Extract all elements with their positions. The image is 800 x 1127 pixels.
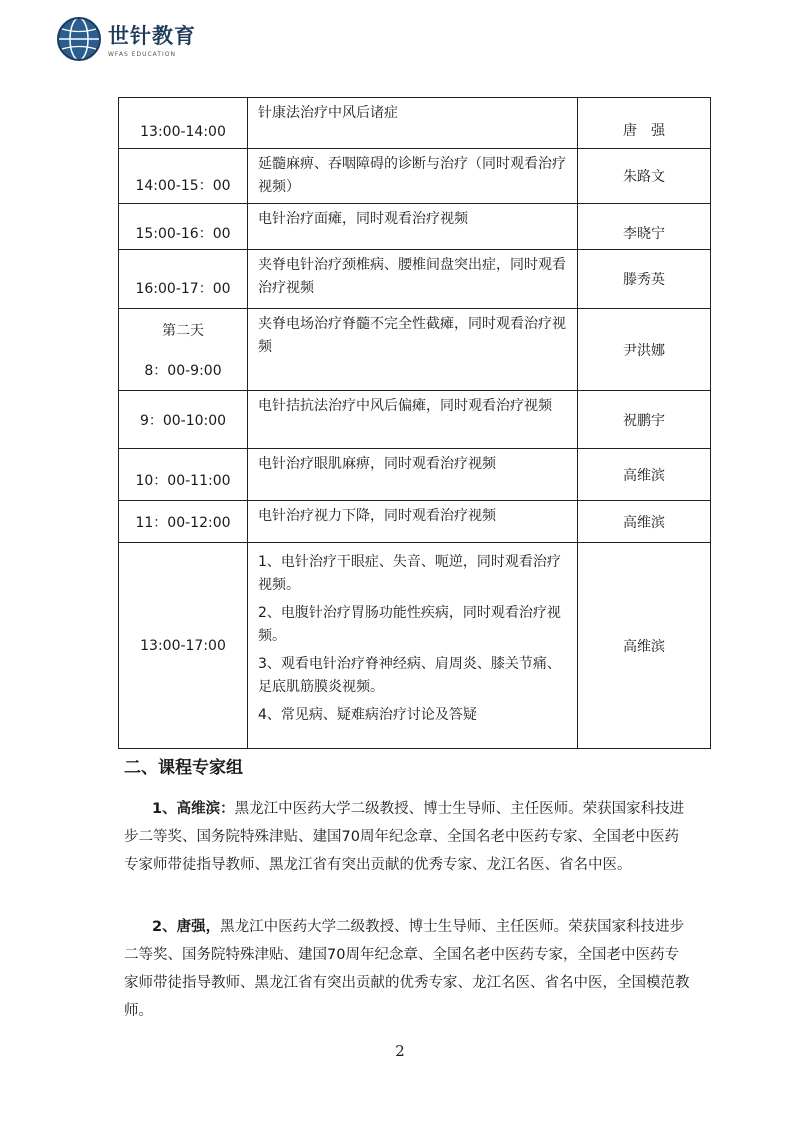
time-cell [119,501,248,543]
topic-item: 4、常见病、疑难病治疗讨论及答疑 [258,707,477,723]
schedule-table [118,97,711,749]
page-number: 2 [395,1042,405,1060]
time-text: 8：00-9:00 [144,362,222,379]
expert-paragraph [124,913,692,1025]
table-row [119,149,711,204]
table-row [119,449,711,501]
expert-desc: 黑龙江中医药大学二级教授、博士生导师、主任医师。荣获国家科技进步二等奖、国务院特殊津贴、建国70周年纪念章、全国名老中医药专家、全国老中医药专家师带徒指导教师、黑龙江省有突出贡献的优秀专家、龙江名医、省名中医。 [124,801,685,873]
topic-cell: 电针治疗面瘫，同时观看治疗视频 [248,204,578,250]
expert-name: 1、高维滨： [152,801,235,817]
time-text: 13:00-14:00 [140,124,226,140]
topic-cell [248,543,578,749]
topic-cell: 针康法治疗中风后诸症 [248,98,578,149]
topic-item: 2、电腹针治疗胃肠功能性疾病，同时观看治疗视频。 [258,605,561,644]
day-label: 第二天 [162,322,204,339]
time-cell [119,250,248,309]
table-row [119,204,711,250]
time-cell [119,309,248,391]
table-row [119,391,711,449]
time-text: 13:00-17:00 [140,637,226,654]
time-cell [119,204,248,250]
teacher-cell: 高维滨 [578,501,711,543]
logo-cn-text: 世针教育 [108,23,196,48]
section-title: 二、课程专家组 [124,758,243,778]
globe-logo-icon [56,16,102,62]
time-cell [119,543,248,749]
teacher-cell: 高维滨 [578,449,711,501]
teacher-cell: 祝鹏宇 [578,391,711,449]
time-cell [119,391,248,449]
table-row [119,501,711,543]
topic-item: 3、观看电针治疗脊神经病、肩周炎、膝关节痛、足底肌筋膜炎视频。 [258,656,561,695]
teacher-cell: 朱路文 [578,149,711,204]
topic-cell: 延髓麻痹、吞咽障碍的诊断与治疗（同时观看治疗视频） [248,149,578,204]
logo [56,16,196,62]
expert-paragraph [124,795,692,879]
teacher-cell: 李晓宁 [578,204,711,250]
teacher-cell: 滕秀英 [578,250,711,309]
teacher-cell: 唐 强 [578,98,711,149]
table-row [119,98,711,149]
table-row [119,543,711,749]
logo-en-text: WFAS EDUCATION [108,51,176,58]
time-text: 10：00-11:00 [135,473,231,489]
table-row [119,309,711,391]
expert-desc: 黑龙江中医药大学二级教授、博士生导师、主任医师。荣获国家科技进步二等奖、国务院特殊津贴、建国70周年纪念章、全国名老中医药专家，全国老中医药专家师带徒指导教师、黑龙江省有突出贡献的优秀专家、龙江名医、省名中医，全国模范教师。 [124,919,690,1019]
topic-cell: 电针治疗视力下降，同时观看治疗视频 [248,501,578,543]
teacher-cell: 高维滨 [578,543,711,749]
expert-name: 2、唐强， [152,919,221,935]
time-text: 11：00-12:00 [135,514,231,531]
time-cell [119,149,248,204]
topic-cell: 电针拮抗法治疗中风后偏瘫，同时观看治疗视频 [248,391,578,449]
table-row [119,250,711,309]
time-text: 15:00-16：00 [135,226,231,242]
teacher-cell: 尹洪娜 [578,309,711,391]
time-cell [119,449,248,501]
topic-cell: 夹脊电针治疗颈椎病、腰椎间盘突出症，同时观看治疗视频 [248,250,578,309]
time-text: 9：00-10:00 [139,412,227,429]
topic-cell: 电针治疗眼肌麻痹，同时观看治疗视频 [248,449,578,501]
time-text: 14:00-15：00 [135,178,231,194]
time-cell [119,98,248,149]
time-text: 16:00-17：00 [135,281,231,297]
topic-cell: 夹脊电场治疗脊髓不完全性截瘫，同时观看治疗视频 [248,309,578,391]
topic-item: 1、电针治疗干眼症、失音、呃逆，同时观看治疗视频。 [258,554,561,593]
